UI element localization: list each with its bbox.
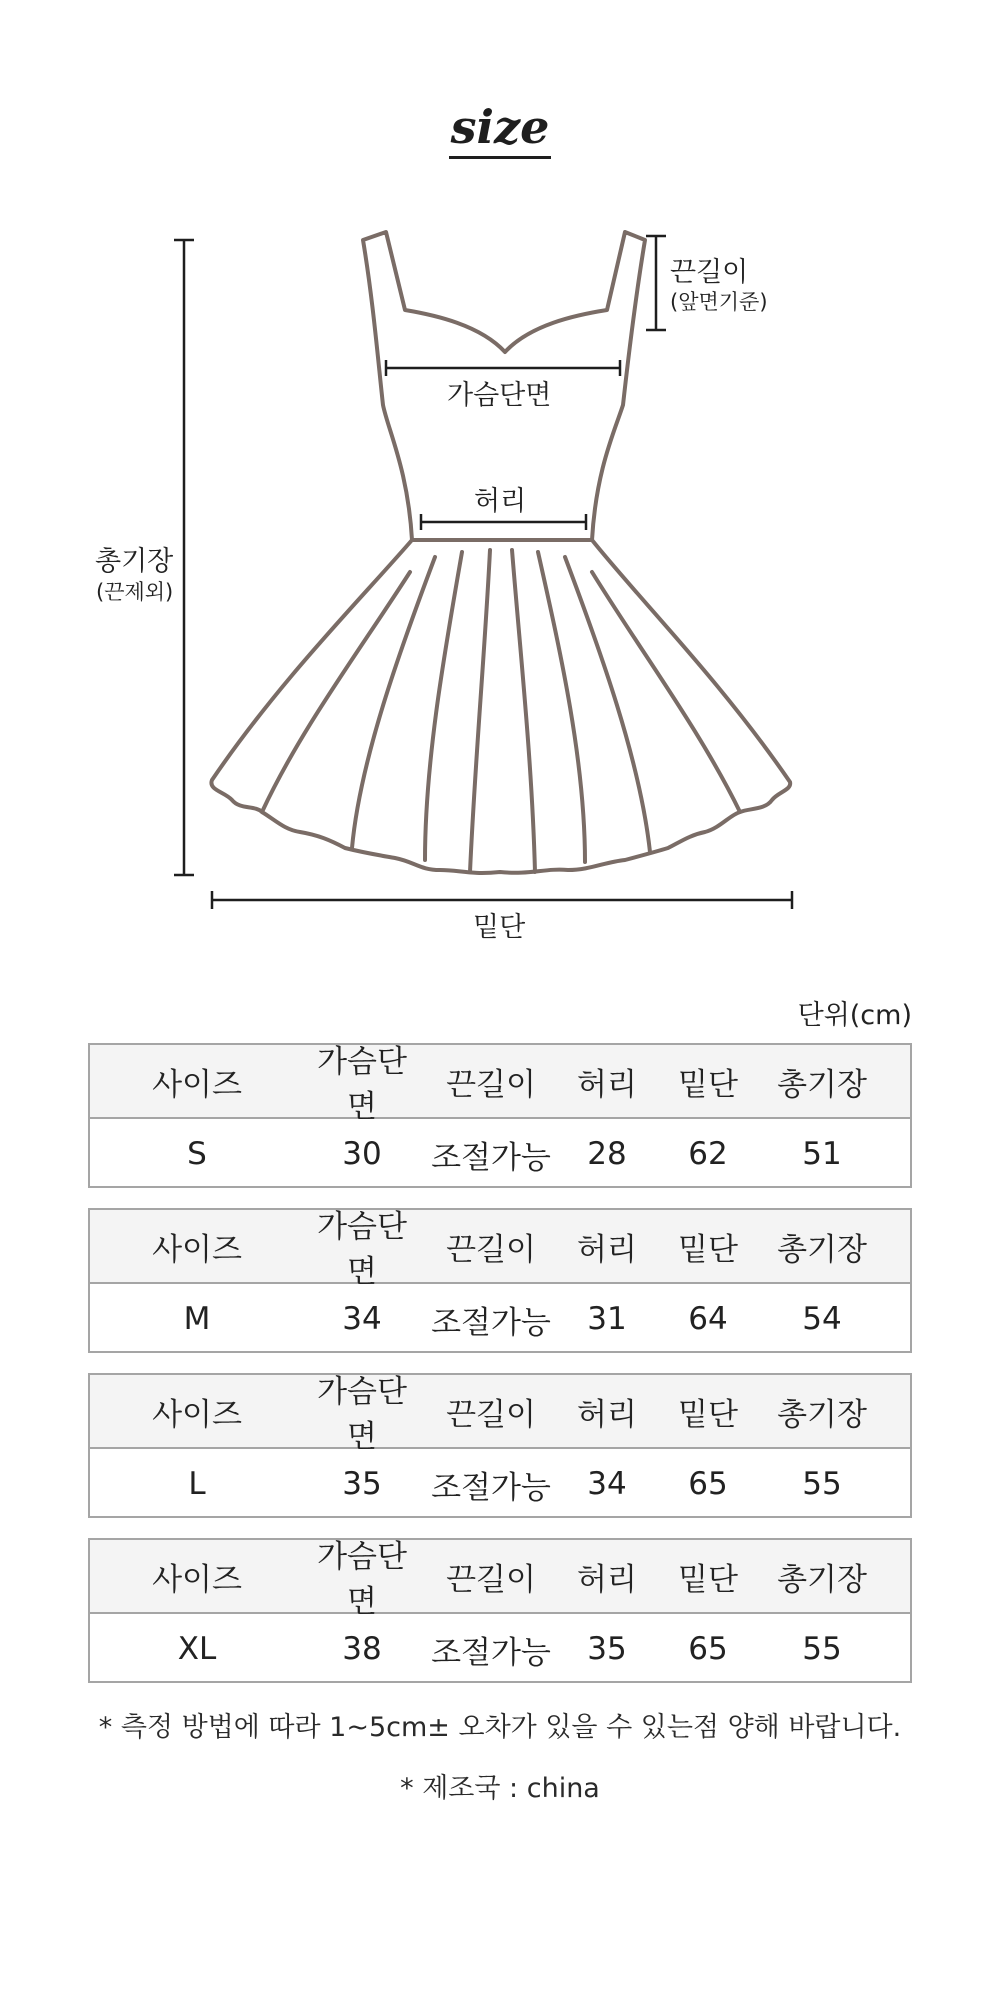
header-chest: 가슴단면 [317,1539,407,1620]
total-length-sub-label: (끈제외) [96,580,174,604]
header-total: 총기장 [777,1231,867,1268]
cell-chest: 38 [342,1631,382,1667]
cell-waist: 28 [587,1136,627,1172]
table-header-row [90,1374,910,1455]
header-strap: 끈길이 [446,1396,536,1433]
header-hem: 밑단 [678,1231,738,1268]
cell-total: 51 [802,1136,842,1172]
cell-size: M [183,1301,211,1337]
size-diagram [0,0,1000,960]
table-header-row [90,1209,910,1290]
cell-hem: 62 [688,1136,728,1172]
table-row [90,1284,910,1354]
header-strap: 끈길이 [446,1231,536,1268]
skirt-pleat [538,552,585,862]
cell-waist: 31 [587,1301,627,1337]
dress-outline [211,232,790,873]
header-size: 사이즈 [152,1561,242,1598]
size-table-s [88,1043,912,1188]
header-chest: 가슴단면 [317,1044,407,1125]
cell-total: 55 [802,1631,842,1667]
unit-label: 단위(cm) [797,1000,912,1031]
table-row [90,1449,910,1519]
header-strap: 끈길이 [446,1066,536,1103]
measurement-note: * 측정 방법에 따라 1~5cm± 오차가 있을 수 있는점 양해 바랍니다. [98,1712,902,1743]
origin-note: * 제조국 : china [400,1773,600,1804]
header-total: 총기장 [777,1396,867,1433]
size-table-l [88,1373,912,1518]
cell-chest: 30 [342,1136,382,1172]
header-waist: 허리 [577,1396,637,1433]
header-hem: 밑단 [678,1396,738,1433]
waist-label: 허리 [474,486,527,517]
header-chest: 가슴단면 [317,1374,407,1455]
title-text: size [449,100,552,159]
skirt-pleat [470,550,490,872]
header-size: 사이즈 [152,1066,242,1103]
hem-label: 밑단 [473,912,526,943]
cell-hem: 65 [688,1631,728,1667]
cell-size: S [187,1136,207,1172]
header-hem: 밑단 [678,1066,738,1103]
header-chest: 가슴단면 [317,1209,407,1290]
cell-hem: 65 [688,1466,728,1502]
cell-total: 54 [802,1301,842,1337]
cell-total: 55 [802,1466,842,1502]
table-row [90,1119,910,1189]
dress-skirt [211,540,790,873]
cell-hem: 64 [688,1301,728,1337]
cell-chest: 34 [342,1301,382,1337]
cell-strap: 조절가능 [431,1139,551,1176]
header-size: 사이즈 [152,1231,242,1268]
strap-label: 끈길이 [670,257,749,288]
cell-waist: 35 [587,1631,627,1667]
header-waist: 허리 [577,1066,637,1103]
strap-sub-label: (앞면기준) [670,290,768,314]
skirt-pleat [565,557,650,852]
header-size: 사이즈 [152,1396,242,1433]
skirt-pleat [425,552,462,860]
cell-strap: 조절가능 [431,1304,551,1341]
header-waist: 허리 [577,1561,637,1598]
header-total: 총기장 [777,1066,867,1103]
table-header-row [90,1044,910,1125]
chest-label: 가슴단면 [447,380,552,411]
header-hem: 밑단 [678,1561,738,1598]
skirt-pleat [512,550,535,872]
total-length-label: 총기장 [95,546,174,577]
cell-chest: 35 [342,1466,382,1502]
table-header-row [90,1539,910,1620]
cell-strap: 조절가능 [431,1469,551,1506]
cell-waist: 34 [587,1466,627,1502]
table-row [90,1614,910,1684]
cell-strap: 조절가능 [431,1634,551,1671]
size-table-xl [88,1538,912,1683]
header-total: 총기장 [777,1561,867,1598]
cell-size: L [188,1466,206,1502]
header-strap: 끈길이 [446,1561,536,1598]
cell-size: XL [177,1631,217,1667]
size-table-m [88,1208,912,1353]
header-waist: 허리 [577,1231,637,1268]
